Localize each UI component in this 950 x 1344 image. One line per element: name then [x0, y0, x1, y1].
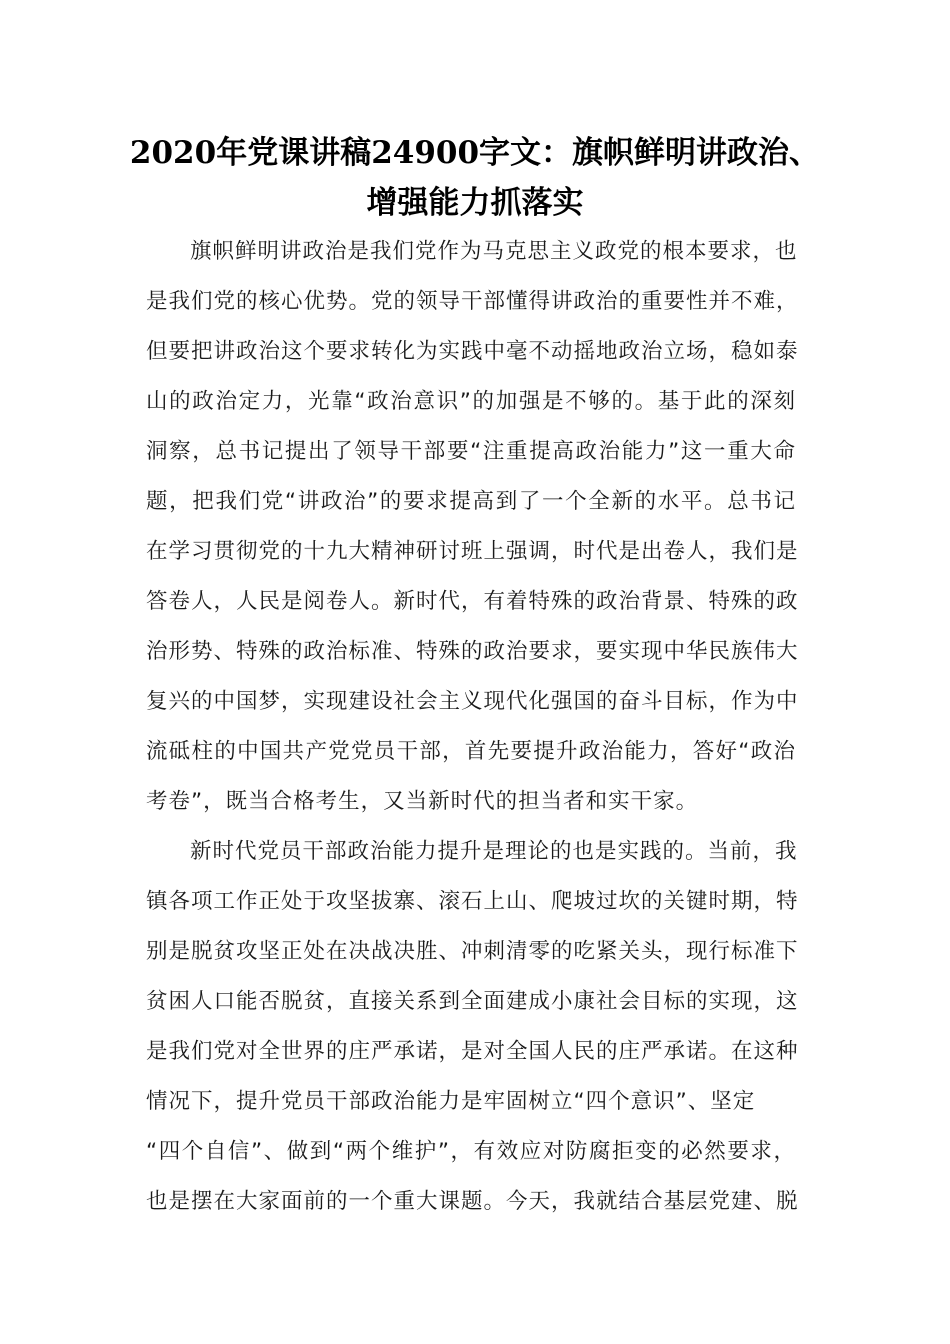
body-line: 洞察，总书记提出了领导干部要“注重提高政治能力”这一重大命	[146, 439, 796, 464]
body-line: 是我们党对全世界的庄严承诺，是对全国人民的庄严承诺。在这种	[146, 1039, 799, 1064]
body-line: 答卷人，人民是阅卷人。新时代，有着特殊的政治背景、特殊的政	[146, 589, 799, 614]
body-line: 题，把我们党“讲政治”的要求提高到了一个全新的水平。总书记	[146, 489, 796, 514]
body-line: 复兴的中国梦，实现建设社会主义现代化强国的奋斗目标，作为中	[146, 689, 799, 714]
body-line: “四个自信”、做到“两个维护”，有效应对防腐拒变的必然要求，	[146, 1139, 796, 1164]
body-line: 是我们党的核心优势。党的领导干部懂得讲政治的重要性并不难，	[146, 289, 799, 314]
body-line: 镇各项工作正处于攻坚拔寨、滚石上山、爬坡过坎的关键时期，特	[146, 889, 799, 914]
body-line: 旗帜鲜明讲政治是我们党作为马克思主义政党的根本要求，也	[190, 239, 798, 264]
body-line: 新时代党员干部政治能力提升是理论的也是实践的。当前，我	[190, 839, 798, 864]
body-line: 考卷”，既当合格考生，又当新时代的担当者和实干家。	[146, 789, 699, 814]
body-line: 别是脱贫攻坚正处在决战决胜、冲刺清零的吃紧关头，现行标准下	[146, 939, 799, 964]
body-line: 情况下，提升党员干部政治能力是牢固树立“四个意识”、坚定	[146, 1089, 756, 1114]
body-line: 治形势、特殊的政治标准、特殊的政治要求，要实现中华民族伟大	[146, 639, 799, 664]
body-line: 但要把讲政治这个要求转化为实践中毫不动摇地政治立场，稳如泰	[146, 339, 799, 364]
body-line: 也是摆在大家面前的一个重大课题。今天，我就结合基层党建、脱	[146, 1189, 799, 1214]
document-title-line-2: 增强能力抓落实	[366, 185, 584, 221]
body-line: 贫困人口能否脱贫，直接关系到全面建成小康社会目标的实现，这	[146, 989, 799, 1014]
body-line: 流砥柱的中国共产党党员干部，首先要提升政治能力，答好“政治	[146, 739, 796, 764]
document-title-line-1: 2020年党课讲稿24900字文：旗帜鲜明讲政治、	[129, 135, 821, 171]
body-line: 在学习贯彻党的十九大精神研讨班上强调，时代是出卷人，我们是	[146, 539, 799, 564]
body-line: 山的政治定力，光靠“政治意识”的加强是不够的。基于此的深刻	[146, 389, 796, 414]
